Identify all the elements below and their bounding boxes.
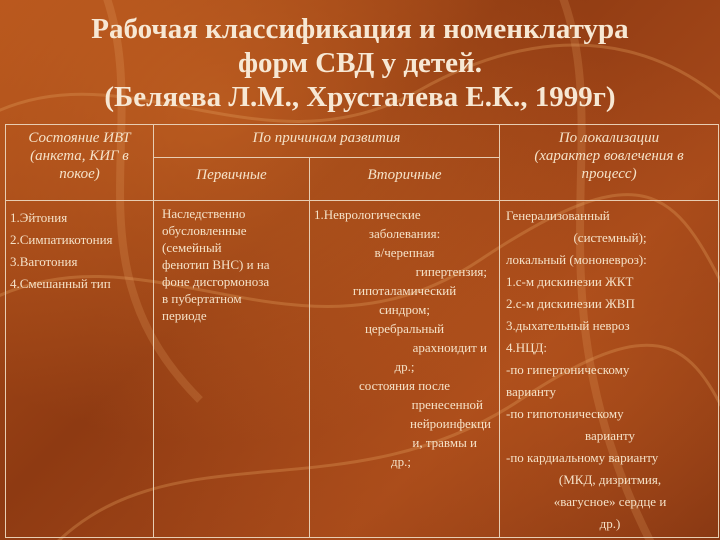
localization-line: варианту: [506, 384, 556, 399]
secondary-line: др.;: [394, 359, 415, 374]
primary-line: фенотип ВНС) и на: [162, 257, 270, 272]
primary-line: в пубертатном: [162, 291, 242, 306]
localization-line: 2.с-м дискинезии ЖВП: [506, 296, 635, 311]
secondary-line: синдром;: [379, 302, 430, 317]
primary-line: обусловленные: [162, 223, 247, 238]
primary-line: (семейный: [162, 240, 222, 255]
classification-table: [5, 124, 719, 538]
primary-line: Наследственно: [162, 206, 246, 221]
header-ivt-state: [6, 125, 154, 201]
header-localization: [500, 125, 719, 201]
title-line-2: форм СВД у детей.: [237, 47, 482, 79]
ivt-item: 1.Эйтония: [10, 210, 68, 225]
header-loc-line-2: (характер вовлечения в: [534, 148, 684, 164]
header-causes: По причинам развития: [154, 125, 500, 158]
secondary-line: заболевания:: [368, 226, 441, 241]
secondary-line: 1.Неврологические: [314, 207, 421, 222]
secondary-line: арахноидит и: [412, 340, 488, 355]
ivt-item: 2.Симпатикотония: [10, 232, 113, 247]
secondary-line: в/черепная: [374, 245, 435, 260]
localization-line: (системный);: [573, 230, 647, 245]
localization-line: 1.с-м дискинезии ЖКТ: [506, 274, 634, 289]
header-secondary: Вторичные: [310, 158, 500, 201]
localization-line: -по гипотоническому: [506, 406, 624, 421]
header-ivt-line-3: покое): [59, 166, 100, 182]
ivt-item: 4.Смешанный тип: [10, 276, 111, 291]
page-title: [20, 12, 700, 114]
title-line-1: Рабочая классификация и номенклатура: [91, 13, 629, 45]
secondary-line: др.;: [391, 454, 412, 469]
localization-line: 3.дыхательный невроз: [506, 318, 630, 333]
localization-line: варианту: [585, 428, 635, 443]
secondary-line: гипоталамический: [352, 283, 457, 298]
localization-cell: [500, 201, 719, 538]
header-primary: Первичные: [154, 158, 310, 201]
secondary-line: пренесенной: [411, 397, 484, 412]
localization-line: -по кардиальному варианту: [506, 450, 659, 465]
secondary-line: состояния после: [358, 378, 451, 393]
primary-line: фоне дисгормоноза: [162, 274, 270, 289]
localization-line: др.): [599, 516, 621, 531]
secondary-line: нейроинфекци: [409, 416, 492, 431]
primary-cause-cell: [154, 201, 310, 538]
ivt-items-cell: [6, 201, 154, 538]
localization-line: -по гипертоническому: [506, 362, 630, 377]
localization-line: Генерализованный: [506, 208, 610, 223]
secondary-line: гипертензия;: [415, 264, 488, 279]
localization-line: 4.НЦД:: [506, 340, 548, 355]
localization-line: (МКД, дизритмия,: [558, 472, 662, 487]
header-ivt-line-2: (анкета, КИГ в: [30, 148, 129, 164]
primary-line: периоде: [162, 308, 207, 323]
secondary-line: и, травмы и: [412, 435, 478, 450]
header-loc-line-3: процесс): [581, 166, 637, 182]
secondary-line: церебральный: [364, 321, 445, 336]
secondary-cause-cell: [310, 201, 500, 538]
localization-line: локальный (мононевроз):: [506, 252, 647, 267]
title-line-3: (Беляева Л.М., Хрусталева Е.К., 1999г): [104, 81, 616, 113]
header-loc-line-1: По локализации: [558, 130, 660, 146]
ivt-item: 3.Ваготония: [10, 254, 78, 269]
header-ivt-line-1: Состояние ИВТ: [28, 130, 131, 146]
localization-line: «вагусное» сердце и: [553, 494, 667, 509]
